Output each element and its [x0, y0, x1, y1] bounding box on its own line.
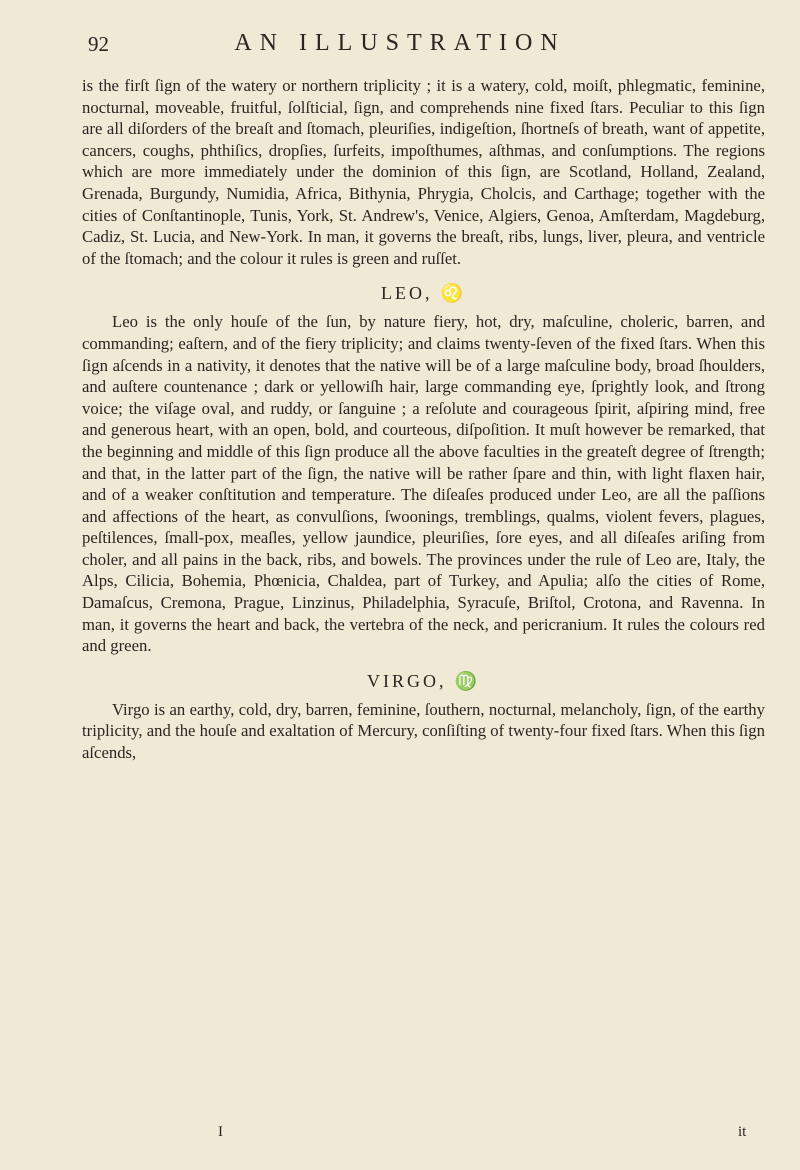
leo-heading	[82, 283, 765, 304]
running-header	[0, 24, 800, 64]
leo-symbol-icon: ♌	[440, 283, 466, 304]
leo-paragraph: Leo is the only houſe of the ſun, by nature fiery, hot, dry, maſculine, choleric, barren, and commanding; eaſtern, and of the fiery triplicity; and claims twenty-ſeven of the fixed ſtars. When this ſign aſcends in a nativity, it denotes that the native will be of a large maſculine body, broad ſhoulders, and auſtere countenance ; dark or yellowiſh hair, large commanding eye, ſprightly look, and ſtrong voice; the viſage oval, and ruddy, or ſanguine ; a reſolute and courageous ſpirit, aſpiring mind, free and generous heart, with an open, bold, and courteous, diſpoſition. It muſt however be remarked, that the beginning and middle of this ſign produce all the above faculties in the greateſt degree of ſtrength; and that, in the latter part of the ſign, the native will be rather ſpare and thin, with light flaxen hair, and of a weaker conſtitution and temperature. The diſeaſes produced under Leo, are all the paſſions and affections of the heart, as convulſions, ſwoonings, tremblings, qualms, violent fevers, plagues, peſtilences, ſmall-pox, meaſles, yellow jaundice, pleuriſies, ſore eyes, and all diſeaſes ariſing from choler, and all pains in the back, ribs, and bowels. The provinces under the rule of Leo are, Italy, the Alps, Cilicia, Bohemia, Phœnicia, Chaldea, part of Turkey, and Apulia; alſo the cities of Rome, Damaſcus, Cremona, Prague, Linzinus, Philadelphia, Syracuſe, Briſtol, Crotona, and Ravenna. In man, it governs the heart and back, the vertebra of the neck, and pericranium. It rules the colours red and green.	[82, 312, 765, 656]
page-number: 92	[88, 32, 109, 56]
running-title: AN ILLUSTRATION	[234, 30, 566, 56]
page-body	[82, 75, 765, 764]
leo-heading-text: LEO,	[381, 283, 433, 304]
virgo-heading-text: VIRGO,	[367, 670, 447, 691]
virgo-paragraph: Virgo is an earthy, cold, dry, barren, feminine, ſouthern, nocturnal, melancholy, ſign, of the earthy triplicity, and the houſe and exaltation of Mercury, conſiſting of twenty-four fixed ſtars. When this ſign aſcends,	[82, 699, 765, 763]
virgo-heading	[82, 671, 765, 692]
paragraph-cancer-continued: is the firſt ſign of the watery or northern triplicity ; it is a watery, cold, moiſt, phlegmatic, feminine, nocturnal, moveable, fruitful, ſolſticial, ſign, and comprehends nine fixed ſtars. Peculiar to this ſign are all diſorders of the breaſt and ſtomach, pleuriſies, indigeſtion, ſhortneſs of breath, want of appetite, cancers, coughs, phthiſics, dropſies, ſurfeits, impoſthumes, aſthmas, and conſumptions. The regions which are more immediately under the dominion of this ſign, are Scotland, Holland, Zealand, Grenada, Burgundy, Numidia, Africa, Bithynia, Phrygia, Cholcis, and Carthage; together with the cities of Conſtantinople, Tunis, York, St. Andrew's, Venice, Algiers, Genoa, Amſterdam, Magdeburg, Cadiz, St. Lucia, and New-York. In man, it governs the breaſt, ribs, lungs, liver, pleura, and ventricle of the ſtomach; and the colour it rules is green and ruſſet.	[82, 76, 765, 268]
catchword: it	[738, 1124, 747, 1140]
signature-mark: I	[218, 1124, 223, 1140]
virgo-symbol-icon: ♍	[454, 670, 480, 691]
